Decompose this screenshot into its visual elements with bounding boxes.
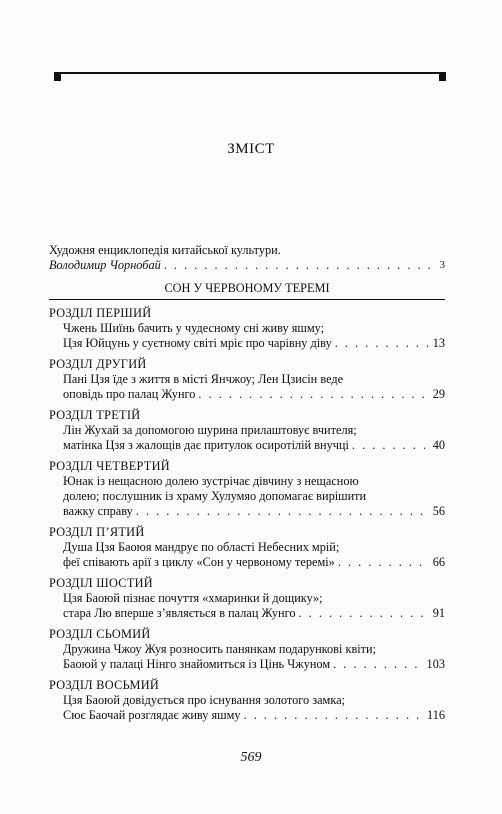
chapter-summary-line: долею; послушник із храму Хулумяо допомагає вирішити — [63, 489, 367, 503]
leader-dots — [136, 504, 430, 519]
chapter-page: 56 — [432, 504, 445, 518]
chapter-summary-line: Сює Баочай розглядає живу яшму — [63, 708, 241, 722]
chapter-summary-line: Чжень Шиїнь бачить у чудесному сні живу яшму; — [63, 321, 325, 335]
top-rule-left-marker — [54, 74, 61, 81]
chapter-heading: РОЗДІЛ ЧЕТВЕРТИЙ — [49, 459, 170, 473]
leader-dots — [198, 387, 429, 402]
chapter-heading: РОЗДІЛ ДРУГИЙ — [49, 357, 147, 371]
toc-chapter-entry — [49, 678, 445, 723]
chapter-summary-line: Душа Цзя Баоюя мандрує по області Небесних мрій; — [63, 540, 340, 554]
leader-dots — [335, 336, 430, 351]
intro-author: Володимир Чорнобай — [49, 258, 161, 272]
chapter-summary-line: Цзя Юйцунь у суєтному світі мріє про чарівну діву — [63, 336, 332, 350]
chapter-page: 91 — [432, 606, 445, 620]
chapter-heading: РОЗДІЛ ТРЕТІЙ — [49, 408, 141, 422]
toc-chapter-entry — [49, 525, 445, 570]
chapter-heading: РОЗДІЛ ВОСЬМИЙ — [49, 678, 160, 692]
toc-chapter-entry — [49, 408, 445, 453]
toc-chapter-entry — [49, 306, 445, 351]
chapter-summary-line: Баоюй у палаці Нінго знайомиться із Цінь Чжуном — [63, 657, 331, 671]
toc-chapter-entry — [49, 576, 445, 621]
chapter-summary-line: стара Лю вперше з’являється в палац Жунго — [63, 606, 296, 620]
chapter-summary-line: матінка Цзя з жалощів дає притулок осиротілій внучці — [63, 438, 349, 452]
chapter-page: 13 — [432, 336, 445, 350]
intro-title: Художня енциклопедія китайської культури. — [49, 243, 281, 257]
toc-chapter-entry — [49, 459, 445, 519]
chapter-heading: РОЗДІЛ ШОСТИЙ — [49, 576, 153, 590]
table-of-contents — [49, 243, 445, 723]
section-banner: СОН У ЧЕРВОНОМУ ТЕРЕМІ — [49, 281, 445, 300]
leader-dots — [338, 555, 430, 570]
toc-chapter-entry — [49, 357, 445, 402]
toc-chapter-entry — [49, 627, 445, 672]
chapter-summary-line: феї співають арії з циклу «Сон у червоному теремі» — [63, 555, 335, 569]
chapter-page: 116 — [427, 708, 445, 722]
leader-dots — [299, 606, 430, 621]
chapter-summary-line: Лін Жухай за допомогою шурина прилаштовує вчителя; — [63, 423, 357, 437]
chapter-summary-line: Цзя Баоюй пізнає почуття «хмаринки й дощику»; — [63, 591, 323, 605]
chapter-page: 40 — [432, 438, 445, 452]
chapter-heading: РОЗДІЛ СЬОМИЙ — [49, 627, 151, 641]
chapter-page: 103 — [426, 657, 445, 671]
chapter-summary-line: Юнак із нещасною долею зустрічає дівчину з нещасною — [63, 474, 359, 488]
chapter-summary-line: Пані Цзя їде з життя в місті Янчжоу; Лен Цзисін веде — [63, 372, 344, 386]
leader-dots — [244, 708, 424, 723]
chapter-heading: РОЗДІЛ ПЕРШИЙ — [49, 306, 152, 320]
chapter-heading: РОЗДІЛ П’ЯТИЙ — [49, 525, 145, 539]
page-title: ЗМІСТ — [227, 141, 275, 157]
toc-intro-entry — [49, 243, 445, 273]
chapter-list — [49, 306, 445, 723]
chapter-summary-line: важку справу — [63, 504, 133, 518]
chapter-summary-line: оповідь про палац Жунго — [63, 387, 196, 401]
intro-page: 3 — [439, 260, 445, 271]
leader-dots — [352, 438, 430, 453]
top-rule — [54, 72, 446, 74]
chapter-page: 66 — [432, 555, 445, 569]
leader-dots — [164, 258, 437, 273]
chapter-summary-line: Дружина Чжоу Жуя розносить панянкам подарункові квіти; — [63, 642, 377, 656]
page-number: 569 — [240, 750, 262, 765]
chapter-summary-line: Цзя Баоюй довідується про існування золотого замка; — [63, 693, 345, 707]
leader-dots — [333, 657, 423, 672]
top-rule-right-marker — [439, 74, 446, 81]
chapter-page: 29 — [432, 387, 445, 401]
